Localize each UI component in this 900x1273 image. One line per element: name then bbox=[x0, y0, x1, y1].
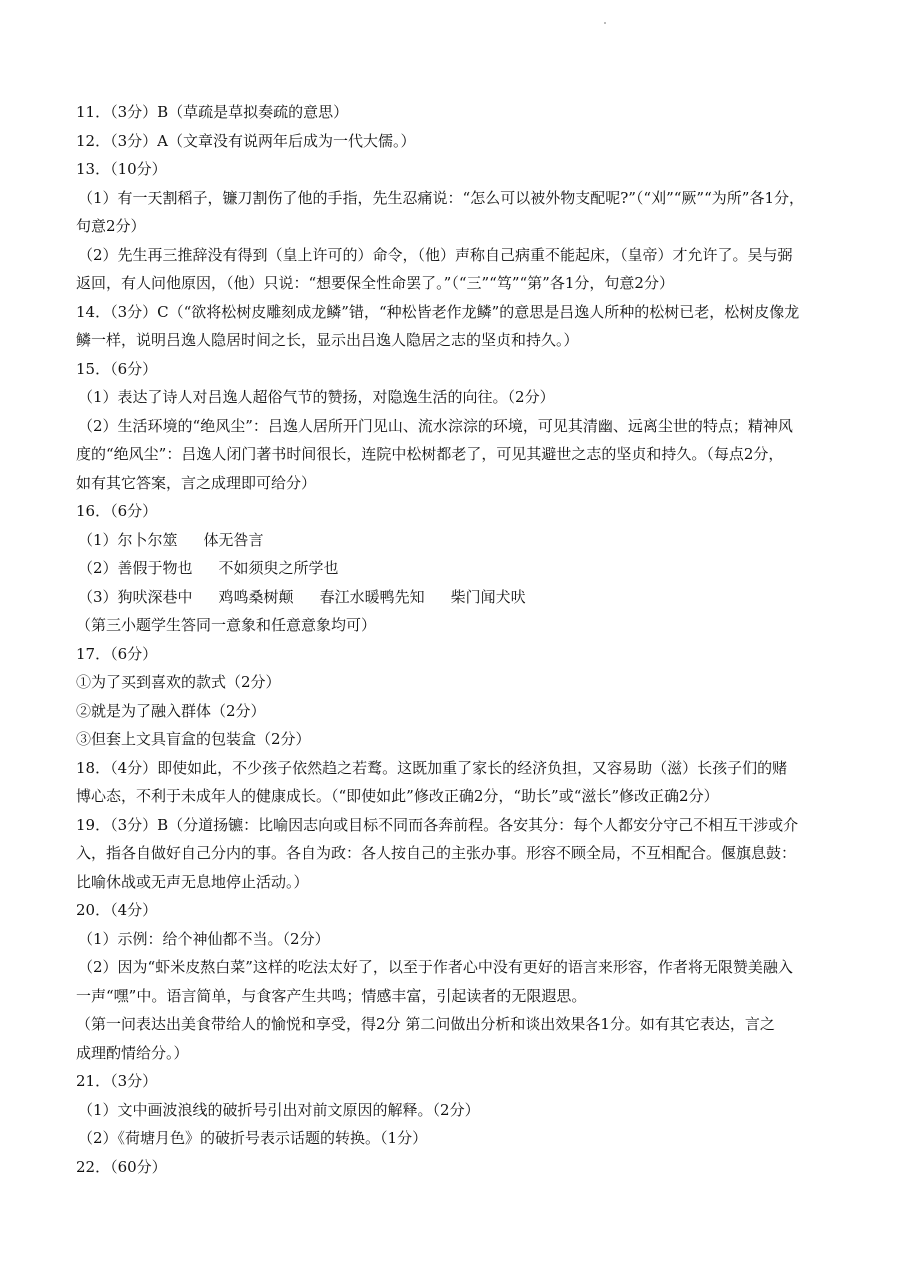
q15-part2-line2: 度的“绝风尘”：吕逸人闭门著书时间很长，连院中松树都老了，可见其避世之志的坚贞和持久。（每点2分， bbox=[76, 445, 784, 463]
q20-note-line1: （第一问表达出美食带给人的愉悦和享受，得2分 第二问做出分析和谈出效果各1分。如有其它表达，言之 bbox=[76, 1015, 775, 1033]
q16-part3-item: 柴门闻犬吠 bbox=[450, 587, 526, 606]
q17-heading: 17．（6分） bbox=[76, 644, 158, 663]
q13-heading: 13．（10分） bbox=[76, 160, 167, 178]
q13-part1-line2: 句意2分） bbox=[76, 217, 146, 235]
q13-part2-line2: 返回，有人问他原因，（他）只说：“想要保全性命罢了。”（“三”“笃”“第”各1分，句意2分） bbox=[76, 274, 674, 292]
q16-heading: 16．（6分） bbox=[76, 502, 158, 520]
q21-heading: 21．（3分） bbox=[76, 1072, 158, 1090]
q16-part3-item: 春江水暖鸭先知 bbox=[319, 587, 425, 606]
scan-speck bbox=[604, 22, 606, 24]
q15-part2-line1: （2）生活环境的“绝风尘”：吕逸人居所开门见山、流水淙淙的环境，可见其清幽、远离尘世的特点；精神风 bbox=[78, 416, 793, 435]
q16-part1-item: （1）尔卜尔筮 bbox=[78, 530, 178, 549]
q16-part2-item: 不如须臾之所学也 bbox=[218, 559, 339, 577]
q20-heading: 20．（4分） bbox=[76, 901, 158, 919]
q16-note: （第三小题学生答同一意象和任意意象均可） bbox=[76, 616, 377, 634]
q20-part1: （1）示例：给个神仙都不当。（2分） bbox=[78, 929, 330, 948]
q18-answer-line2: 博心态，不利于未成年人的健康成长。（“即使如此”修改正确2分，“助长”或“滋长”修改正确2分） bbox=[76, 787, 719, 805]
q11-answer: 11．（3分）B（草疏是草拟奏疏的意思） bbox=[76, 103, 349, 121]
q17-item1: ①为了买到喜欢的款式（2分） bbox=[76, 673, 281, 691]
q16-part2-item: （2）善假于物也 bbox=[78, 559, 193, 577]
q14-answer-line1: 14．（3分）C（“欲将松树皮雕刻成龙鳞”错，“种松皆老作龙鳞”的意思是吕逸人所种的松树已老，松树皮像龙 bbox=[76, 302, 800, 321]
q20-part2-line2: 一声“嘿”中。语言简单，与食客产生共鸣；情感丰富，引起读者的无限遐思。 bbox=[76, 986, 587, 1005]
q12-answer: 12．（3分）A（文章没有说两年后成为一代大儒。） bbox=[76, 131, 416, 150]
q15-heading: 15．（6分） bbox=[76, 359, 158, 378]
q21-part2: （2）《荷塘月色》的破折号表示话题的转换。（1分） bbox=[78, 1129, 428, 1147]
q16-part2 bbox=[76, 554, 840, 583]
q19-answer-line2: 入，指各自做好自己分内的事。各自为政：各人按自己的主张办事。形容不顾全局，不互相配合。偃旗息鼓： bbox=[76, 844, 797, 862]
q18-answer-line1: 18．（4分）即使如此，不少孩子依然趋之若鹜。这既加重了家长的经济负担，又容易助（滋）长孩子们的赌 bbox=[76, 758, 788, 777]
q14-answer-line2: 鳞一样，说明吕逸人隐居时间之长，显示出吕逸人隐居之志的坚贞和持久。） bbox=[76, 331, 579, 349]
q22-heading: 22．（60分） bbox=[76, 1157, 167, 1176]
q19-answer-line1: 19．（3分）B（分道扬镳：比喻因志向或目标不同而各奔前程。各安其分：每个人都安分守己不相互干涉或介 bbox=[76, 815, 799, 834]
q16-part1 bbox=[76, 526, 840, 555]
q17-item3: ③但套上文具盲盒的包装盒（2分） bbox=[76, 730, 311, 748]
q20-part2-line1: （2）因为“虾米皮熬白菜”这样的吃法太好了，以至于作者心中没有更好的语言来形容，作者将无限赞美融入 bbox=[78, 958, 793, 976]
q13-part2-line1: （2）先生再三推辞没有得到（皇上许可的）命令，（他）声称自己病重不能起床，（皇帝）才允许了。吴与弼 bbox=[78, 245, 793, 264]
q15-part1: （1）表达了诗人对吕逸人超俗气节的赞扬，对隐逸生活的向往。（2分） bbox=[78, 388, 555, 406]
q20-note-line2: 成理酌情给分。） bbox=[76, 1043, 189, 1062]
q16-part3 bbox=[76, 583, 840, 612]
q15-part2-line3: 如有其它答案，言之成理即可给分） bbox=[76, 473, 317, 492]
q16-part3-item: 鸡鸣桑树颠 bbox=[218, 587, 294, 606]
q17-item2: ②就是为了融入群体（2分） bbox=[76, 701, 266, 720]
q19-answer-line3: 比喻休战或无声无息地停止活动。） bbox=[76, 872, 309, 891]
q16-part3-item: （3）狗吠深巷中 bbox=[78, 587, 193, 606]
q21-part1: （1）文中画波浪线的破折号引出对前文原因的解释。（2分） bbox=[78, 1100, 480, 1119]
q13-part1-line1: （1）有一天割稻子，镰刀割伤了他的手指，先生忍痛说：“怎么可以被外物支配呢?”（“刈”“厥”“为所”各1分， bbox=[78, 188, 804, 207]
q16-part1-item: 体无咎言 bbox=[203, 530, 264, 549]
